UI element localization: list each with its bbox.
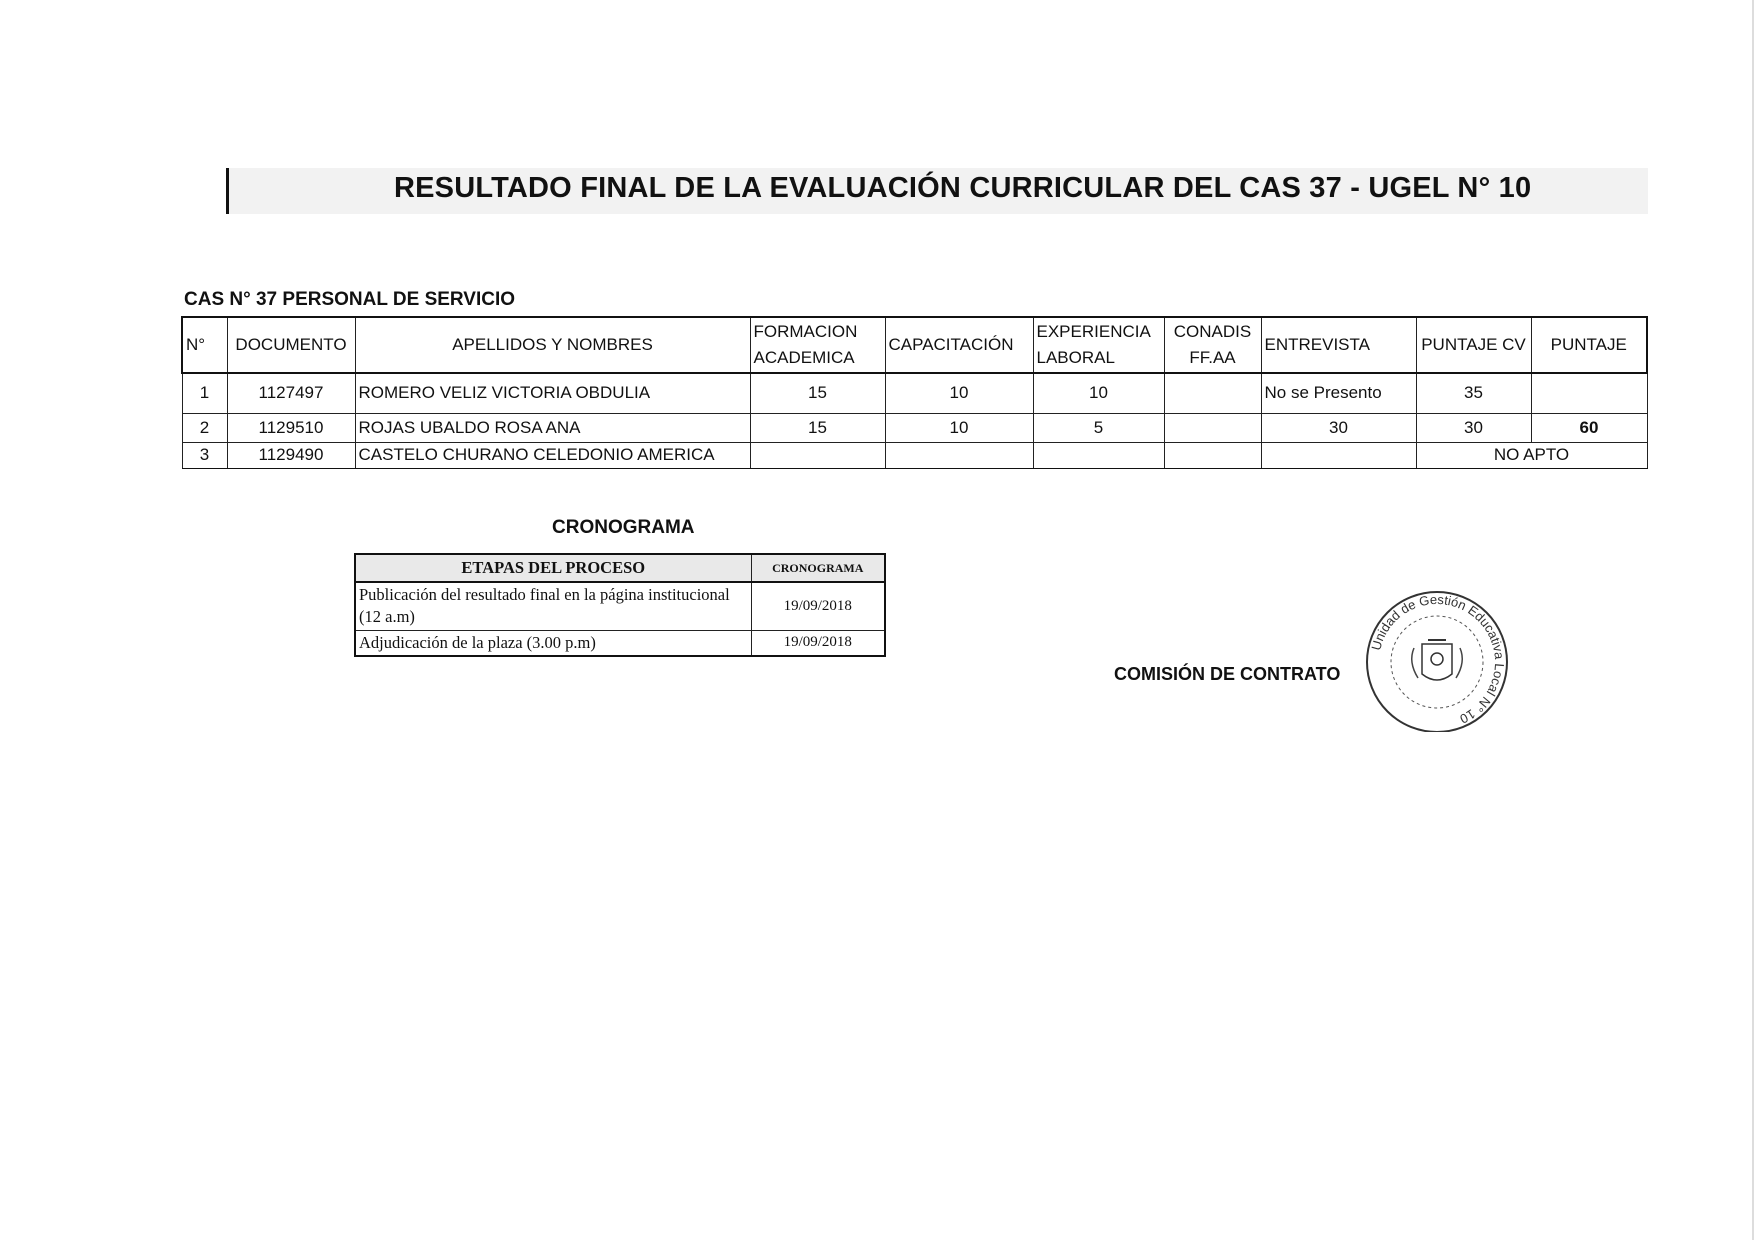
header-num: N° bbox=[182, 317, 227, 373]
header-entrevista: ENTREVISTA bbox=[1261, 317, 1416, 373]
results-table bbox=[181, 316, 1648, 469]
cell-entrevista: 30 bbox=[1261, 413, 1416, 442]
cell-etapa: Adjudicación de la plaza (3.00 p.m) bbox=[355, 630, 751, 656]
commission-signature-label: COMISIÓN DE CONTRATO bbox=[1114, 664, 1341, 684]
header-capacitacion: CAPACITACIÓN bbox=[885, 317, 1033, 373]
cell-puntaje-cv: 35 bbox=[1416, 373, 1531, 413]
cell-fecha: 19/09/2018 bbox=[751, 630, 885, 656]
cell-capacitacion bbox=[885, 442, 1033, 468]
cell-puntaje: 60 bbox=[1531, 413, 1647, 442]
table-row bbox=[182, 442, 1647, 468]
cell-resultado: NO APTO bbox=[1416, 442, 1647, 468]
cell-fecha: 19/09/2018 bbox=[751, 582, 885, 630]
cell-num: 3 bbox=[182, 442, 227, 468]
header-nombres: APELLIDOS Y NOMBRES bbox=[355, 317, 750, 373]
header-formacion-line2: ACADEMICA bbox=[753, 348, 855, 367]
table-row bbox=[182, 373, 1647, 413]
cell-nombres: ROJAS UBALDO ROSA ANA bbox=[355, 413, 750, 442]
cell-formacion bbox=[750, 442, 885, 468]
cell-nombres: ROMERO VELIZ VICTORIA OBDULIA bbox=[355, 373, 750, 413]
cronograma-table bbox=[354, 553, 886, 657]
seal-inner-ring bbox=[1391, 616, 1483, 708]
seal-ring-text: Unidad de Gestión Educativa Local N° 10 bbox=[1368, 591, 1508, 727]
header-cronograma: CRONOGRAMA bbox=[751, 554, 885, 582]
cell-num: 2 bbox=[182, 413, 227, 442]
official-seal-stamp bbox=[1352, 582, 1522, 732]
title-rule bbox=[226, 168, 229, 214]
cell-conadis bbox=[1164, 413, 1261, 442]
cell-capacitacion: 10 bbox=[885, 373, 1033, 413]
cell-entrevista: No se Presento bbox=[1261, 373, 1416, 413]
table-row bbox=[355, 582, 885, 630]
header-conadis-line1: CONADIS bbox=[1173, 322, 1252, 341]
header-conadis bbox=[1164, 317, 1261, 373]
cell-documento: 1127497 bbox=[227, 373, 355, 413]
header-puntaje: PUNTAJE bbox=[1531, 317, 1647, 373]
header-experiencia-line2: LABORAL bbox=[1036, 348, 1115, 367]
cell-capacitacion: 10 bbox=[885, 413, 1033, 442]
table-row bbox=[182, 413, 1647, 442]
cell-conadis bbox=[1164, 373, 1261, 413]
cell-formacion: 15 bbox=[750, 373, 885, 413]
section-subtitle: CAS N° 37 PERSONAL DE SERVICIO bbox=[184, 289, 516, 310]
cell-etapa: Publicación del resultado final en la página institucional (12 a.m) bbox=[355, 582, 751, 630]
results-header-row bbox=[182, 317, 1647, 373]
header-experiencia bbox=[1033, 317, 1164, 373]
cell-num: 1 bbox=[182, 373, 227, 413]
cell-formacion: 15 bbox=[750, 413, 885, 442]
cell-puntaje-cv: 30 bbox=[1416, 413, 1531, 442]
cell-documento: 1129490 bbox=[227, 442, 355, 468]
cell-documento: 1129510 bbox=[227, 413, 355, 442]
header-formacion-line1: FORMACION bbox=[753, 322, 858, 341]
header-documento: DOCUMENTO bbox=[227, 317, 355, 373]
header-puntaje-cv: PUNTAJE CV bbox=[1416, 317, 1531, 373]
cronograma-header-row bbox=[355, 554, 885, 582]
header-formacion bbox=[750, 317, 885, 373]
cell-experiencia bbox=[1033, 442, 1164, 468]
seal-emblem bbox=[1412, 640, 1463, 680]
header-etapas: ETAPAS DEL PROCESO bbox=[355, 554, 751, 582]
cell-experiencia: 10 bbox=[1033, 373, 1164, 413]
cell-puntaje bbox=[1531, 373, 1647, 413]
cell-nombres: CASTELO CHURANO CELEDONIO AMERICA bbox=[355, 442, 750, 468]
cell-conadis bbox=[1164, 442, 1261, 468]
page-title: RESULTADO FINAL DE LA EVALUACIÓN CURRICULAR DEL CAS 37 - UGEL N° 10 bbox=[394, 172, 1532, 204]
cronograma-heading: CRONOGRAMA bbox=[552, 517, 695, 538]
table-row bbox=[355, 630, 885, 656]
header-conadis-line2: FF.AA bbox=[1189, 348, 1236, 367]
cell-experiencia: 5 bbox=[1033, 413, 1164, 442]
header-experiencia-line1: EXPERIENCIA bbox=[1036, 322, 1151, 341]
cell-entrevista bbox=[1261, 442, 1416, 468]
